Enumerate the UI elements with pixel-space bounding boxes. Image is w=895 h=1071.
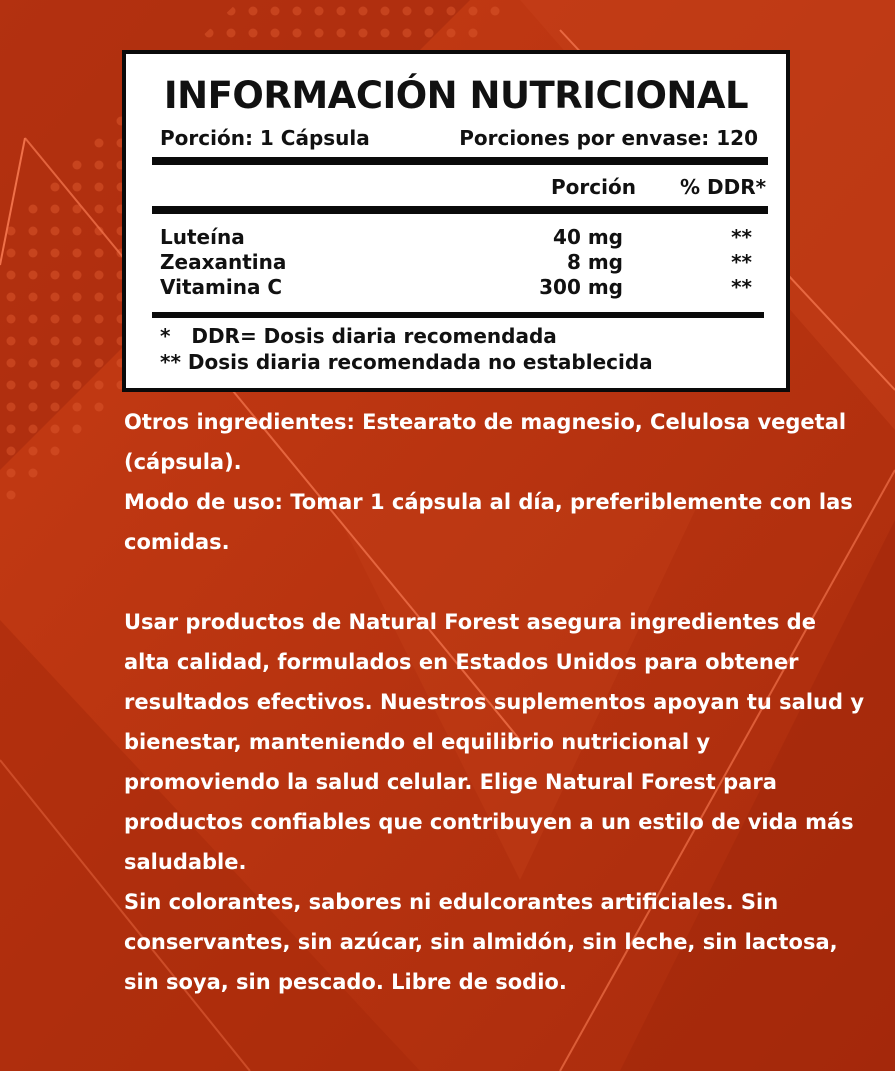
ingredients-text: Otros ingredientes: Estearato de magnesio, Celulosa vegetal (cápsula). bbox=[124, 410, 847, 474]
nutrient-amount: 8 mg bbox=[566, 250, 623, 274]
nutrition-label bbox=[122, 50, 790, 392]
free-from-statement bbox=[124, 882, 864, 1002]
nutrient-row bbox=[160, 275, 758, 300]
nutrient-ddr: ** bbox=[731, 225, 752, 249]
about-text: Usar productos de Natural Forest asegura ingredientes de alta calidad, formulados en Estados Unidos para obtener resultados efectivos. Nuestros suplementos apoyan tu salud y bienestar, manteniendo el equilibrio nutricional y promoviendo la salud celular. Elige Natural Forest para productos confiables que contribuyen a un estilo de vida más saludable. bbox=[124, 610, 865, 874]
usage-text: Modo de uso: Tomar 1 cápsula al día, preferiblemente con las comidas. bbox=[124, 490, 853, 554]
nutrient-amount: 300 mg bbox=[539, 275, 623, 299]
nutrient-name: Luteína bbox=[160, 225, 245, 249]
divider bbox=[152, 157, 768, 165]
column-header-portion: Porción bbox=[551, 175, 636, 199]
brand-description bbox=[124, 602, 864, 882]
divider bbox=[152, 206, 768, 214]
nutrient-ddr: ** bbox=[731, 275, 752, 299]
column-header-ddr: % DDR* bbox=[680, 175, 767, 199]
nutrient-amount: 40 mg bbox=[553, 225, 623, 249]
nutrient-row bbox=[160, 225, 758, 250]
free-from-text: Sin colorantes, sabores ni edulcorantes artificiales. Sin conservantes, sin azúcar, sin almidón, sin leche, sin lactosa, sin soya, sin pescado. Libre de sodio. bbox=[124, 890, 838, 994]
servings-per-container: Porciones por envase: 120 bbox=[459, 126, 758, 150]
product-details bbox=[124, 402, 864, 562]
serving-size: Porción: 1 Cápsula bbox=[160, 126, 370, 150]
label-title: INFORMACIÓN NUTRICIONAL bbox=[163, 74, 749, 117]
footnote-not-established: ** Dosis diaria recomendada no establecida bbox=[160, 350, 653, 374]
divider bbox=[152, 312, 764, 318]
nutrient-name: Vitamina C bbox=[160, 275, 283, 299]
nutrient-ddr: ** bbox=[731, 250, 752, 274]
nutrient-row bbox=[160, 250, 758, 275]
footnote-ddr: * DDR= Dosis diaria recomendada bbox=[160, 324, 557, 348]
nutrient-name: Zeaxantina bbox=[160, 250, 287, 274]
